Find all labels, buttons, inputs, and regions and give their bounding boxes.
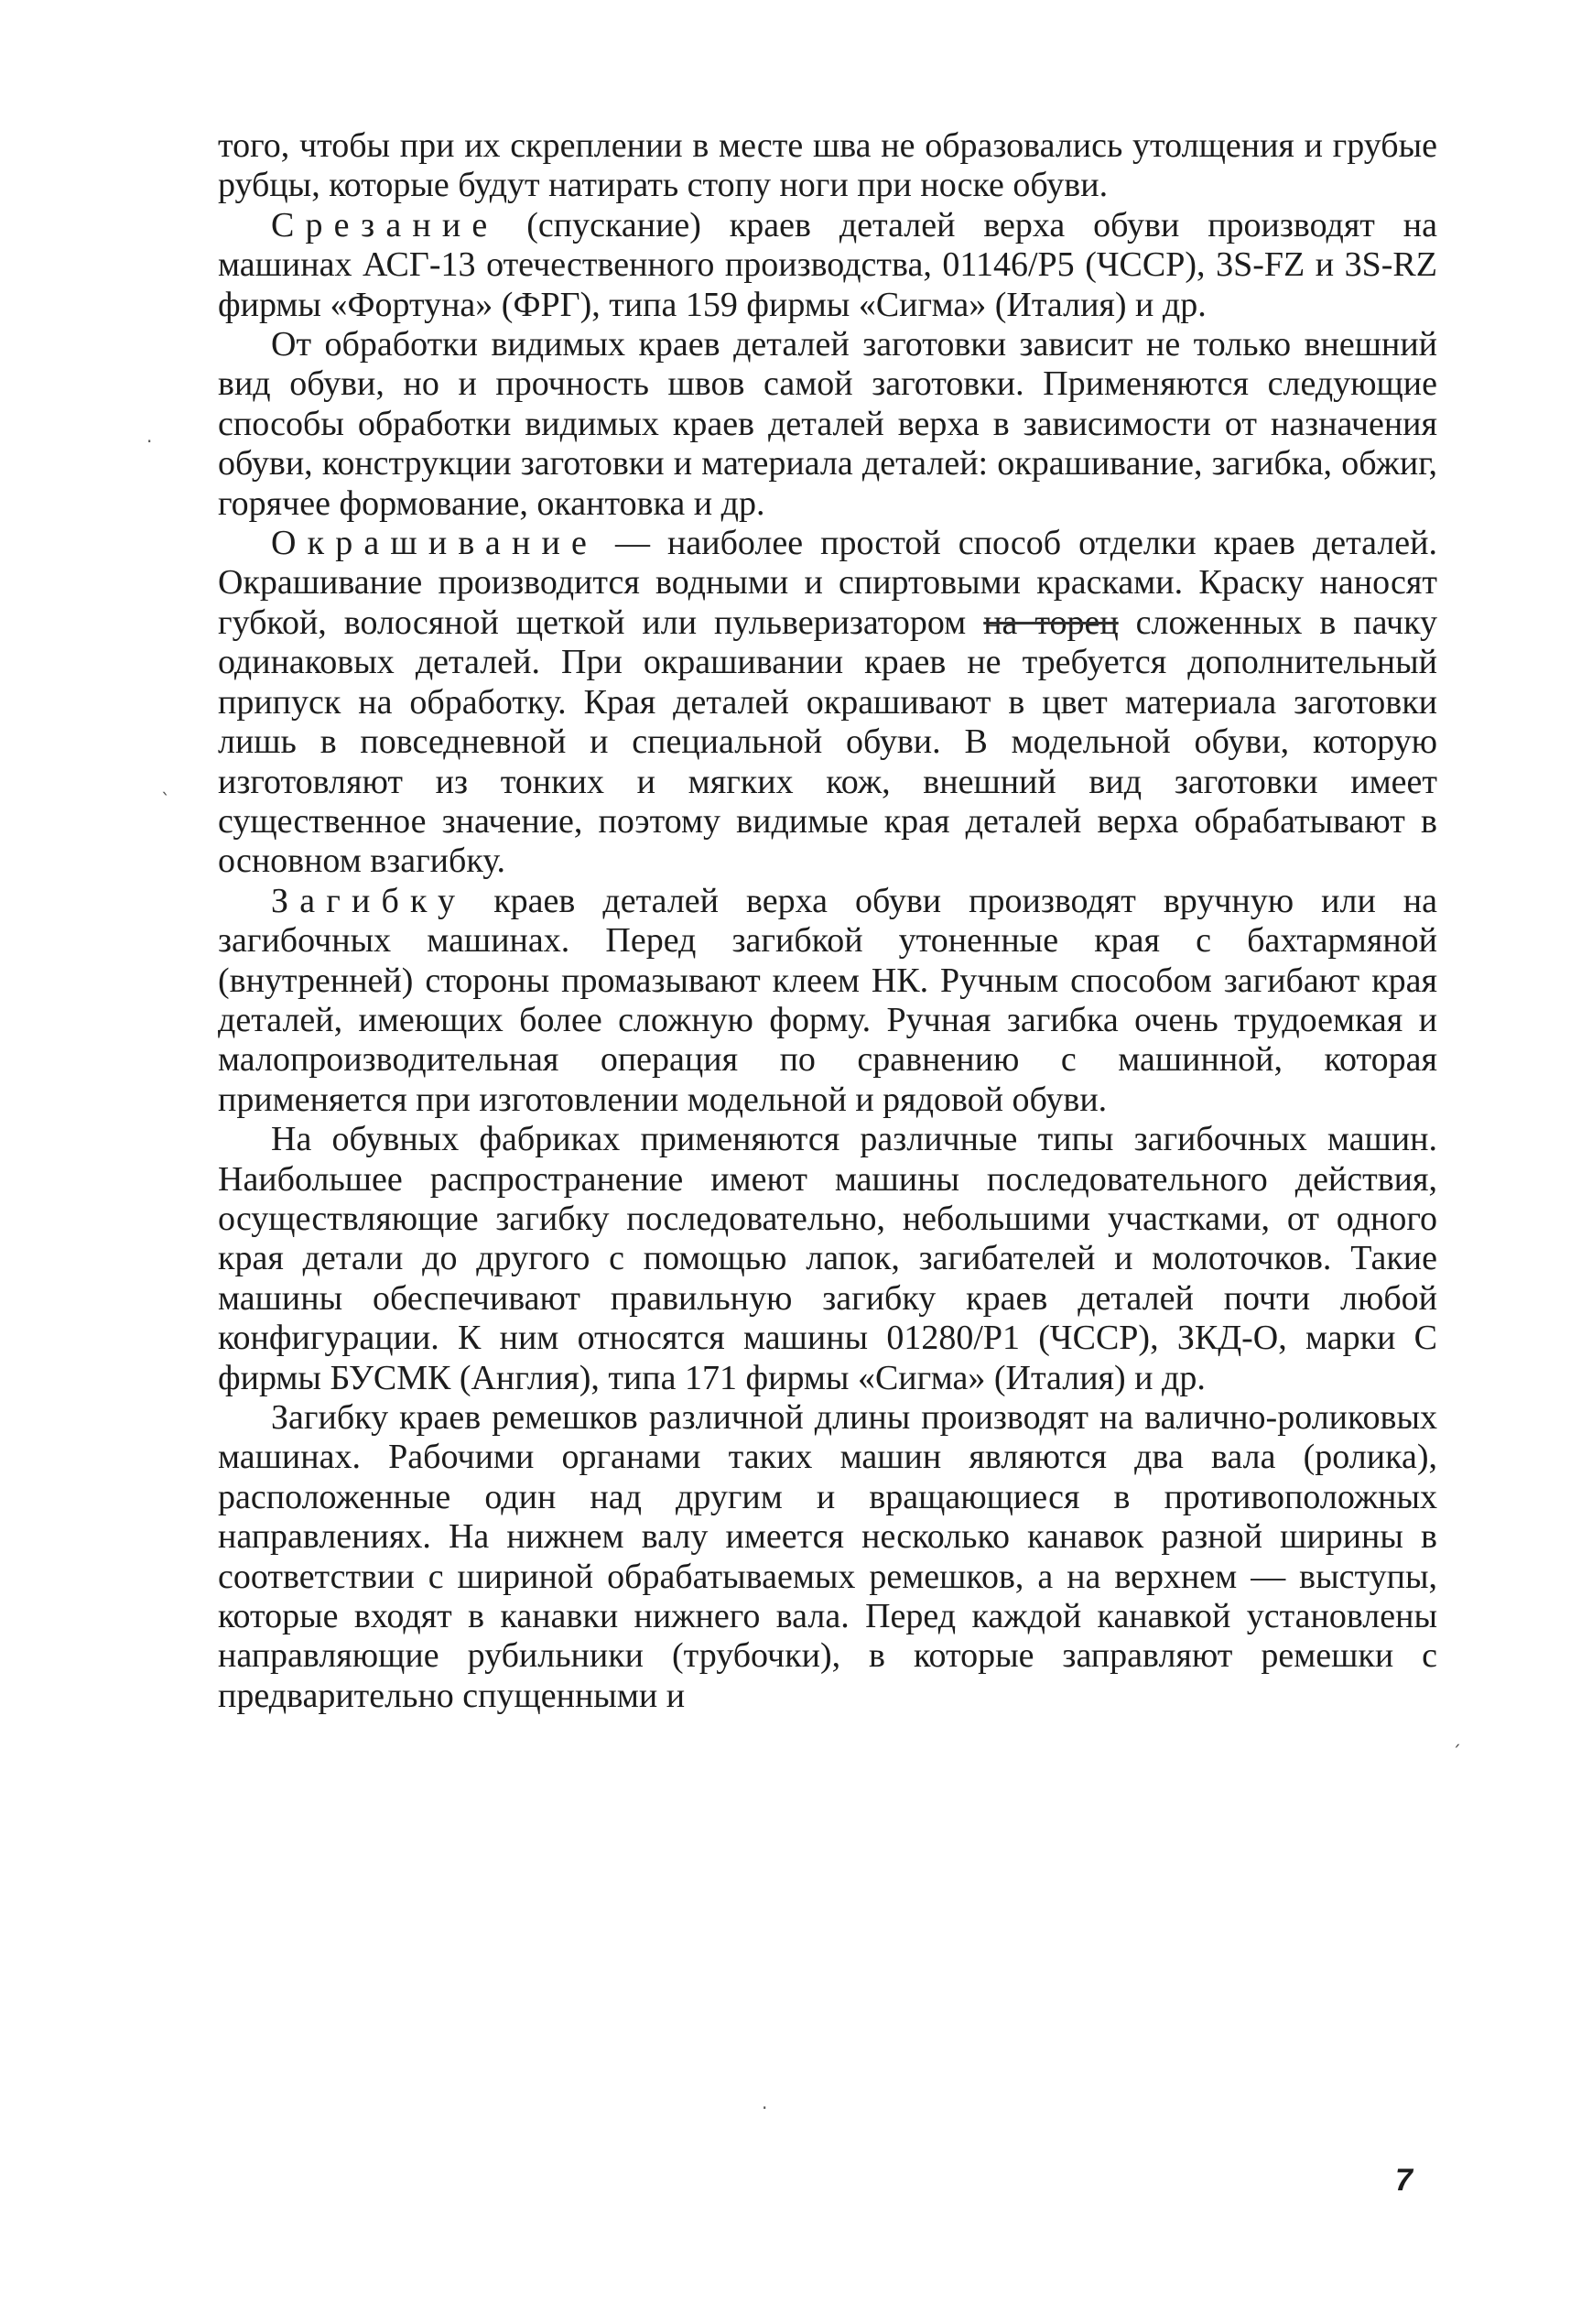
paragraph-5 [218, 882, 1437, 1120]
margin-tick-mark: ˋ [161, 789, 170, 811]
term-okrashivanie: Окрашивание [271, 524, 598, 563]
book-page-text [218, 126, 1437, 1716]
term-zagibku: Загибку [271, 881, 467, 920]
margin-tick-mark-right: ˊ [1452, 1742, 1461, 1764]
paragraph-7: Загибку краев ремешков различной длины производят на валично-роликовых машинах. Рабочими органами таких машин являются два вала (ролика), расположенные один над другим и вращающиеся в противоположных направлениях. На нижнем валу имеется несколько канавок разной ширины в соответствии с шириной обрабатываемых ремешков, а на верхнем — выступы, которые входят в канавки нижнего вала. Перед каждой канавкой установлены направляющие рубильники (трубочки), в которые заправляют ремешки с предварительно спущенными и [218, 1398, 1437, 1715]
paragraph-4 [218, 524, 1437, 882]
paragraph-2-body: (спускание) краев деталей верха обуви производят на машинах АСГ-13 отечественного производства, 01146/Р5 (ЧССР), 3S-FZ и 3S-RZ фирмы «Фортуна» (ФРГ), типа 159 фирмы «Сигма» (Италия) и др. [218, 205, 1437, 324]
paragraph-1: того, чтобы при их скреплении в месте шва не образовались утолщения и грубые рубцы, которые будут натирать стопу ноги при носке обуви. [218, 126, 1437, 205]
paragraph-4-body-b: сложенных в пачку одинаковых деталей. При окрашивании краев не требуется дополнительный припуск на обработку. Края деталей окрашивают в цвет материала заготовки лишь в повседневной и специальной обуви. В модельной обуви, которую изготовляют из тонких и мягких кож, внешний вид заготовки имеет существенное значение, поэтому видимые края деталей верха обрабатывают в основном взагибку. [218, 603, 1437, 881]
paragraph-6: На обувных фабриках применяются различные типы загибочных машин. Наибольшее распространение имеют машины последовательного действия, осуществляющие загибку последовательно, небольшими участками, от одного края детали до другого с помощью лапок, загибателей и молоточков. Такие машины обеспечивают правильную загибку краев деталей почти любой конфигурации. К ним относятся машины 01280/Р1 (ЧССР), ЗКД-О, марки С фирмы БУСМК (Англия), типа 171 фирмы «Сигма» (Италия) и др. [218, 1120, 1437, 1397]
paragraph-4-body-a: — наиболее простой способ отделки краев деталей. Окрашивание производится водными и спиртовыми красками. Краску наносят губкой, волосяной щеткой или пульверизатором [218, 524, 1437, 642]
page-number: 7 [1395, 2163, 1413, 2198]
margin-speck-mark: · [146, 430, 153, 452]
term-srezanie: Срезание [271, 205, 499, 244]
struck-through-phrase: на торец [983, 603, 1119, 642]
paragraph-2 [218, 206, 1437, 325]
paragraph-5-body: краев деталей верха обуви производят вручную или на загибочных машинах. Перед загибкой утоненные края с бахтармяной (внутренней) стороны промазывают клеем НК. Ручным способом загибают края деталей, имеющих более сложную форму. Ручная загибка очень трудоемкая и малопроизводительная операция по сравнению с машинной, которая применяется при изготовлении модельной и рядовой обуви. [218, 881, 1437, 1119]
bottom-speck-mark: · [762, 2097, 768, 2119]
paragraph-3: От обработки видимых краев деталей заготовки зависит не только внешний вид обуви, но и прочность швов самой заготовки. Применяются следующие способы обработки видимых краев деталей верха в зависимости от назначения обуви, конструкции заготовки и материала деталей: окрашивание, загибка, обжиг, горячее формование, окантовка и др. [218, 325, 1437, 523]
